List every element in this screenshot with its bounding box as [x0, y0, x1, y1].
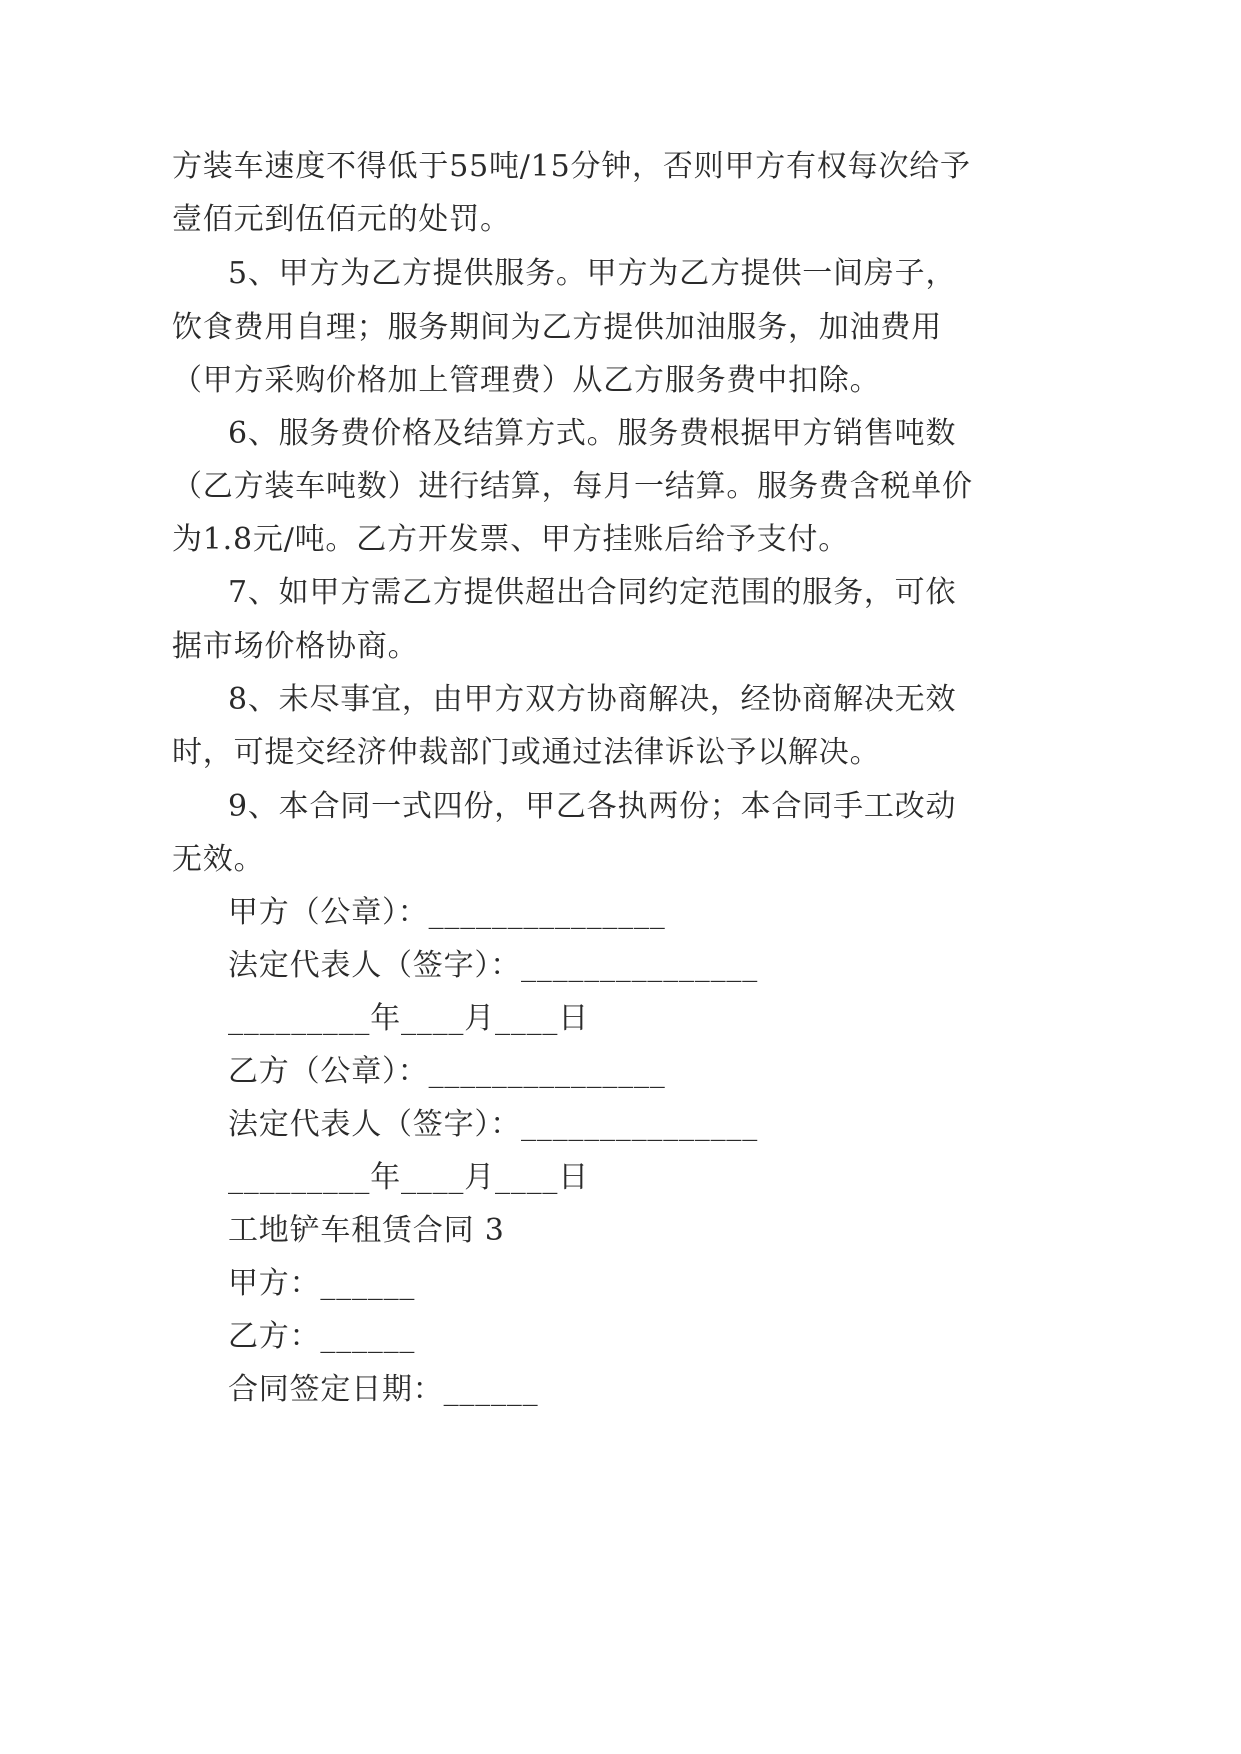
paragraph-9-line-1: 9、本合同一式四份，甲乙各执两份；本合同手工改动 [228, 789, 957, 824]
paragraph-5-line-2: 饮食费用自理；服务期间为乙方提供加油服务，加油费用 [172, 310, 942, 345]
paragraph-6-line-3: 为1.8元/吨。乙方开发票、甲方挂账后给予支付。 [172, 522, 850, 557]
text-line: 方装车速度不得低于55吨/15分钟，否则甲方有权每次给予 [172, 149, 971, 184]
party-b-date-field: _________年____月____日 [228, 1160, 589, 1195]
next-contract-title: 工地铲车租赁合同 3 [228, 1213, 505, 1248]
party-b-representative-field: 法定代表人（签字）：_______________ [228, 1107, 758, 1142]
paragraph-6-line-1: 6、服务费价格及结算方式。服务费根据甲方销售吨数 [228, 416, 957, 451]
paragraph-7-line-1: 7、如甲方需乙方提供超出合同约定范围的服务，可依 [228, 575, 957, 610]
paragraph-5-line-3: （甲方采购价格加上管理费）从乙方服务费中扣除。 [172, 363, 881, 398]
paragraph-5-line-1: 5、甲方为乙方提供服务。甲方为乙方提供一间房子， [228, 256, 957, 291]
paragraph-4-line-2: 壹佰元到伍佰元的处罚。 [172, 202, 511, 237]
party-a-seal-field: 甲方（公章）：_______________ [228, 895, 666, 930]
paragraph-8-line-1: 8、未尽事宜，由甲方双方协商解决，经协商解决无效 [228, 682, 957, 717]
party-a-date-field: _________年____月____日 [228, 1001, 589, 1036]
paragraph-6-line-2: （乙方装车吨数）进行结算，每月一结算。服务费含税单价 [172, 469, 973, 504]
next-contract-signing-date: 合同签定日期：______ [228, 1372, 539, 1407]
party-a-representative-field: 法定代表人（签字）：_______________ [228, 948, 758, 983]
party-b-seal-field: 乙方（公章）：_______________ [228, 1054, 666, 1089]
paragraph-9-line-2: 无效。 [172, 842, 265, 877]
paragraph-7-line-2: 据市场价格协商。 [172, 629, 419, 664]
paragraph-8-line-2: 时，可提交经济仲裁部门或通过法律诉讼予以解决。 [172, 735, 881, 770]
next-contract-party-a: 甲方：______ [228, 1266, 416, 1301]
next-contract-party-b: 乙方：______ [228, 1319, 416, 1354]
paragraph-4-line-1 [172, 147, 1030, 187]
